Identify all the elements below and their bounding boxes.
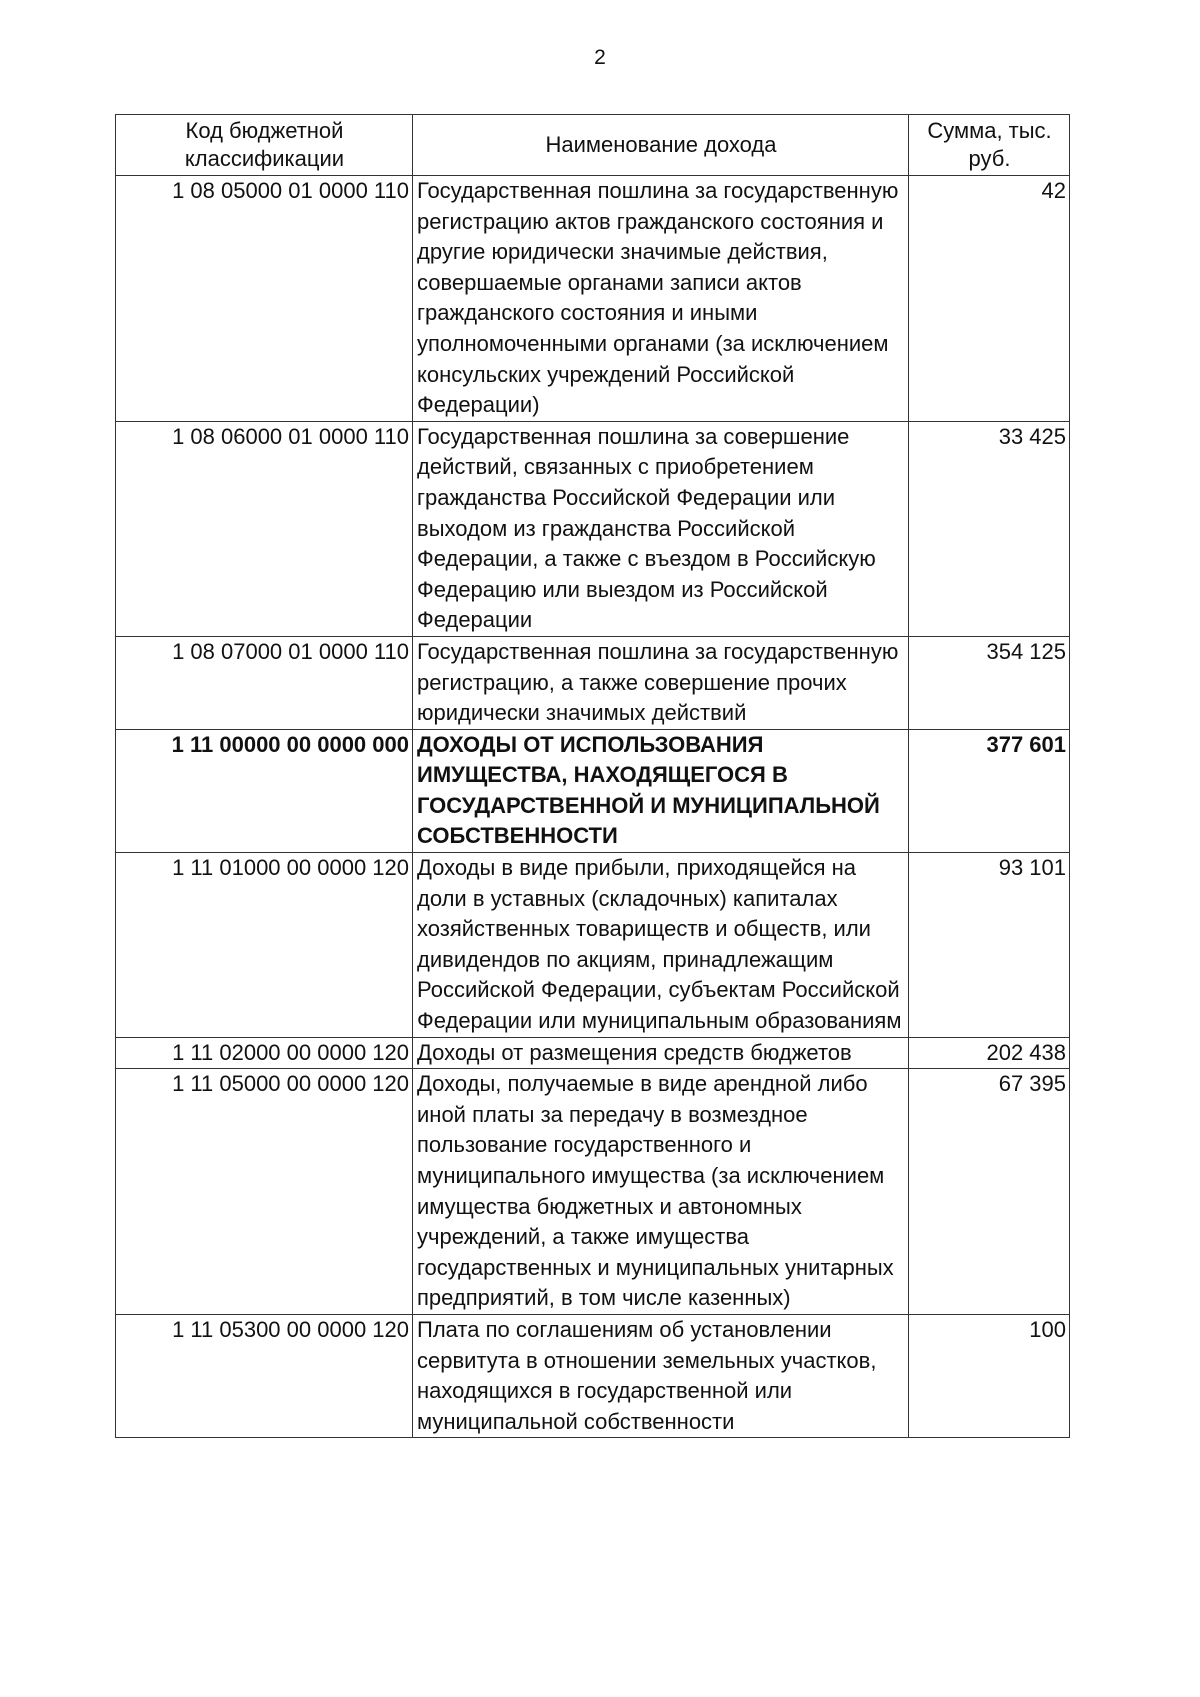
table-row [116, 636, 1070, 729]
row-sum: 33 425 [909, 421, 1070, 636]
row-name: Доходы в виде прибыли, приходящейся на доли в уставных (складочных) капиталах хозяйственных товариществ и обществ, или дивидендов по акциям, принадлежащим Российской Федерации, субъектам Российской Федерации или муниципальным образованиям [413, 853, 909, 1038]
row-code: 1 11 01000 00 0000 120 [116, 853, 413, 1038]
row-sum: 67 395 [909, 1069, 1070, 1315]
row-code: 1 08 06000 01 0000 110 [116, 421, 413, 636]
table-header-row [116, 115, 1070, 176]
row-name: Плата по соглашениям об установлении сервитута в отношении земельных участков, находящихся в государственной или муниципальной собственности [413, 1314, 909, 1437]
row-code: 1 11 05000 00 0000 120 [116, 1069, 413, 1315]
row-sum: 354 125 [909, 636, 1070, 729]
table-row [116, 421, 1070, 636]
row-code: 1 11 05300 00 0000 120 [116, 1314, 413, 1437]
row-name: Государственная пошлина за государственную регистрацию, а также совершение прочих юридически значимых действий [413, 636, 909, 729]
header-name: Наименование дохода [413, 115, 909, 176]
row-code: 1 11 02000 00 0000 120 [116, 1037, 413, 1069]
row-name: Государственная пошлина за государственную регистрацию актов гражданского состояния и другие юридически значимые действия, совершаемые органами записи актов гражданского состояния и иными уполномоченными органами (за исключением консульских учреждений Российской Федерации) [413, 176, 909, 422]
row-code: 1 11 00000 00 0000 000 [116, 729, 413, 852]
table-row [116, 1037, 1070, 1069]
table-row [116, 1069, 1070, 1315]
table-row [116, 853, 1070, 1038]
row-name: Доходы, получаемые в виде арендной либо иной платы за передачу в возмездное пользование государственного и муниципального имущества (за исключением имущества бюджетных и автономных учреждений, а также имущества государственных и муниципальных унитарных предприятий, в том числе казенных) [413, 1069, 909, 1315]
row-code: 1 08 07000 01 0000 110 [116, 636, 413, 729]
revenue-table [115, 114, 1070, 1438]
table-row [116, 176, 1070, 422]
row-sum: 377 601 [909, 729, 1070, 852]
row-sum: 100 [909, 1314, 1070, 1437]
row-sum: 42 [909, 176, 1070, 422]
row-code: 1 08 05000 01 0000 110 [116, 176, 413, 422]
table-row [116, 1314, 1070, 1437]
header-code: Код бюджетной классификации [116, 115, 413, 176]
row-sum: 202 438 [909, 1037, 1070, 1069]
table-row-section [116, 729, 1070, 852]
header-sum: Сумма, тыс. руб. [909, 115, 1070, 176]
row-name: Доходы от размещения средств бюджетов [413, 1037, 909, 1069]
row-sum: 93 101 [909, 853, 1070, 1038]
row-name: Государственная пошлина за совершение действий, связанных с приобретением гражданства Российской Федерации или выходом из гражданства Российской Федерации, а также с въездом в Российскую Федерацию или выездом из Российской Федерации [413, 421, 909, 636]
page-number: 2 [594, 46, 606, 69]
row-name: ДОХОДЫ ОТ ИСПОЛЬЗОВАНИЯ ИМУЩЕСТВА, НАХОДЯЩЕГОСЯ В ГОСУДАРСТВЕННОЙ И МУНИЦИПАЛЬНОЙ СОБСТВЕННОСТИ [413, 729, 909, 852]
